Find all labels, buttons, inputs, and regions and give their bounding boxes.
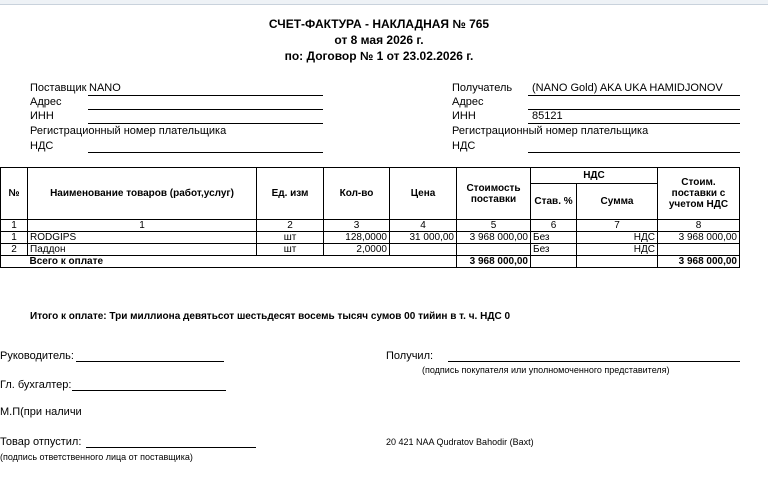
header-vat-rate: Став. % <box>531 184 577 220</box>
released-label: Товар отпустил: <box>0 436 82 448</box>
col-number: 6 <box>531 220 577 232</box>
header-vat-sum: Сумма <box>577 184 658 220</box>
col-number: 8 <box>658 220 740 232</box>
header-qty: Кол-во <box>324 168 390 220</box>
supplier-reg-label: Регистрационный номер плательщика <box>30 125 227 137</box>
invoice-contract: по: Договор № 1 от 23.02.2026 г. <box>284 49 474 63</box>
header-vat: НДС <box>531 168 658 184</box>
col-number: 4 <box>390 220 457 232</box>
window-top-strip <box>0 0 768 5</box>
row-total <box>658 244 740 256</box>
row-unit: шт <box>257 244 324 256</box>
stamp-label: М.П(при наличи <box>0 406 82 418</box>
col-number: 7 <box>577 220 658 232</box>
recipient-inn-line <box>528 123 740 124</box>
total-cost: 3 968 000,00 <box>457 256 531 268</box>
invoice-title: СЧЕТ-ФАКТУРА - НАКЛАДНАЯ № 765 <box>268 17 490 31</box>
recipient-reg-label: Регистрационный номер плательщика <box>452 125 649 137</box>
invoice-items-table <box>0 167 740 268</box>
manager-signature-line <box>76 361 224 362</box>
row-name: RODGIPS <box>28 232 257 244</box>
row-vat-sum: НДС <box>577 232 658 244</box>
recipient-vat-label: НДС <box>452 140 476 152</box>
total-vat-rate <box>531 256 577 268</box>
supplier-vat-label: НДС <box>30 140 54 152</box>
table-row <box>1 244 740 256</box>
supplier-value: NANO <box>89 82 121 94</box>
row-cost <box>457 244 531 256</box>
released-note: (подпись ответственного лица от поставщика) <box>0 452 193 462</box>
recipient-inn-value: 85121 <box>532 110 563 122</box>
accountant-signature-line <box>72 390 226 391</box>
received-label: Получил: <box>386 350 434 362</box>
accountant-label: Гл. бухгалтер: <box>0 379 72 391</box>
header-cost: Стоимость поставки <box>457 168 531 220</box>
total-in-words: Итого к оплате: Три миллиона девятьсот шестьдесят восемь тысяч сумов 00 тийин в т. ч. НДС 0 <box>30 311 511 322</box>
supplier-inn-line <box>88 123 323 124</box>
col-number: 2 <box>257 220 324 232</box>
header-num: № <box>1 168 28 220</box>
row-num: 1 <box>1 232 28 244</box>
received-note: (подпись покупателя или уполномоченного представителя) <box>422 365 670 375</box>
supplier-underline <box>88 95 323 96</box>
recipient-value: (NANO Gold) AKA UKA HAMIDJONOV <box>532 82 723 94</box>
row-name: Паддон <box>28 244 257 256</box>
invoice-date: от 8 мая 2026 г. <box>334 33 424 47</box>
supplier-address-label: Адрес <box>30 96 62 108</box>
total-with-vat: 3 968 000,00 <box>658 256 740 268</box>
recipient-address-label: Адрес <box>452 96 484 108</box>
column-number-row <box>1 220 740 232</box>
total-spacer <box>1 256 28 268</box>
supplier-label: Поставщик <box>30 82 87 94</box>
recipient-vat-line <box>528 152 740 153</box>
row-vat-sum: НДС <box>577 244 658 256</box>
supplier-vat-line <box>88 152 323 153</box>
supplier-inn-label: ИНН <box>30 110 54 122</box>
received-signature-line <box>448 361 740 362</box>
row-unit: шт <box>257 232 324 244</box>
row-total: 3 968 000,00 <box>658 232 740 244</box>
released-signature-line <box>86 447 256 448</box>
header-price: Цена <box>390 168 457 220</box>
recipient-underline <box>528 95 740 96</box>
manager-label: Руководитель: <box>0 350 74 362</box>
total-vat-sum <box>577 256 658 268</box>
total-row <box>1 256 740 268</box>
supplier-address-line <box>88 109 323 110</box>
row-price <box>390 244 457 256</box>
header-unit: Ед. изм <box>257 168 324 220</box>
total-label: Всего к оплате <box>28 256 457 268</box>
recipient-inn-label: ИНН <box>452 110 476 122</box>
table-row <box>1 232 740 244</box>
col-number: 1 <box>1 220 28 232</box>
col-number: 3 <box>324 220 390 232</box>
row-num: 2 <box>1 244 28 256</box>
row-price: 31 000,00 <box>390 232 457 244</box>
recipient-label: Получатель <box>452 82 513 94</box>
proxy-info: 20 421 NAA Qudratov Bahodir (Baxt) <box>386 437 534 447</box>
row-vat-rate: Без <box>531 232 577 244</box>
row-cost: 3 968 000,00 <box>457 232 531 244</box>
row-qty: 2,0000 <box>324 244 390 256</box>
col-number: 5 <box>457 220 531 232</box>
row-qty: 128,0000 <box>324 232 390 244</box>
row-vat-rate: Без <box>531 244 577 256</box>
col-number: 1 <box>28 220 257 232</box>
header-total: Стоим. поставки с учетом НДС <box>658 168 740 220</box>
header-name: Наименование товаров (работ,услуг) <box>28 168 257 220</box>
